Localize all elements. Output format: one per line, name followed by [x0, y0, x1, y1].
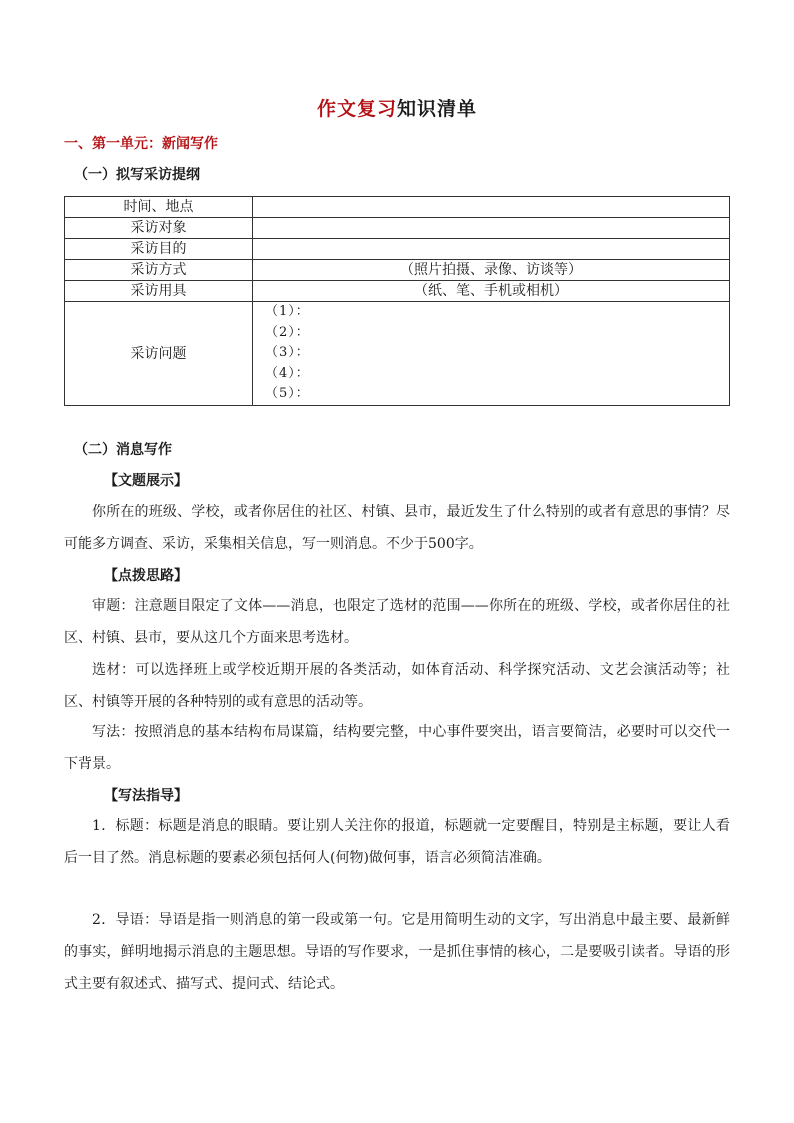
- guidance-paragraph-2: 选材：可以选择班上或学校近期开展的各类活动，如体育活动、科学探究活动、文艺会演活动等；社区、村镇等开展的各种特别的或有意思的活动等。: [64, 662, 730, 710]
- table-row: [65, 260, 730, 281]
- title-black-part: 知识清单: [397, 98, 478, 120]
- row-label: 采访目的: [65, 239, 253, 260]
- row-label: 时间、地点: [65, 197, 253, 218]
- method-paragraph-1: 1．标题：标题是消息的眼睛。要让别人关注你的报道，标题就一定要醒目，特别是主标题，要让人看后一目了然。消息标题的要素必须包括何人(何物)做何事，语言必须简洁准确。: [64, 818, 730, 866]
- row-label: 采访用具: [65, 281, 253, 302]
- block-heading-method: 【写法指导】: [104, 788, 188, 804]
- questions-label: 采访问题: [65, 302, 253, 406]
- question-line: （3）：: [265, 345, 310, 361]
- table-row: [65, 239, 730, 260]
- question-line: （4）：: [265, 365, 310, 381]
- question-line: （1）：: [265, 304, 310, 320]
- section-heading-unit1: 一、第一单元：新闻写作: [64, 136, 218, 152]
- table-row: [65, 281, 730, 302]
- prompt-paragraph: 你所在的班级、学校，或者你居住的社区、村镇、县市，最近发生了什么特别的或者有意思的事情？尽可能多方调查、采访，采集相关信息，写一则消息。不少于500字。: [64, 504, 730, 552]
- questions-cell: [253, 302, 730, 406]
- question-line: （5）：: [265, 386, 310, 402]
- row-value: [253, 239, 730, 260]
- row-value: [253, 218, 730, 239]
- interview-outline-table: [64, 196, 730, 406]
- subheading-interview-outline: （一）拟写采访提纲: [74, 167, 200, 183]
- table-row: [65, 197, 730, 218]
- row-label: 采访对象: [65, 218, 253, 239]
- guidance-paragraph-1: 审题：注意题目限定了文体——消息，也限定了选材的范围——你所在的班级、学校，或者你居住的社区、村镇、县市，要从这几个方面来思考选材。: [64, 598, 730, 646]
- table-row-questions: [65, 302, 730, 406]
- row-label: 采访方式: [65, 260, 253, 281]
- guidance-paragraph-3: 写法：按照消息的基本结构布局谋篇，结构要完整，中心事件要突出，语言要简洁，必要时可以交代一下背景。: [64, 724, 730, 772]
- title-red-part: 作文复习: [316, 98, 397, 120]
- row-value: （纸、笔、手机或相机）: [253, 281, 730, 302]
- page-title: [0, 96, 794, 122]
- block-heading-guidance: 【点拨思路】: [104, 568, 188, 584]
- method-paragraph-2: 2．导语：导语是指一则消息的第一段或第一句。它是用简明生动的文字，写出消息中最主要、最新鲜的事实，鲜明地揭示消息的主题思想。导语的写作要求，一是抓住事情的核心，二是要吸引读者。导语的形式主要有叙述式、描写式、提问式、结论式。: [64, 912, 730, 992]
- subheading-news-writing: （二）消息写作: [74, 442, 172, 458]
- row-value: [253, 197, 730, 218]
- block-heading-prompt: 【文题展示】: [104, 473, 188, 489]
- row-value: （照片拍摄、录像、访谈等）: [253, 260, 730, 281]
- question-line: （2）：: [265, 324, 310, 340]
- table-row: [65, 218, 730, 239]
